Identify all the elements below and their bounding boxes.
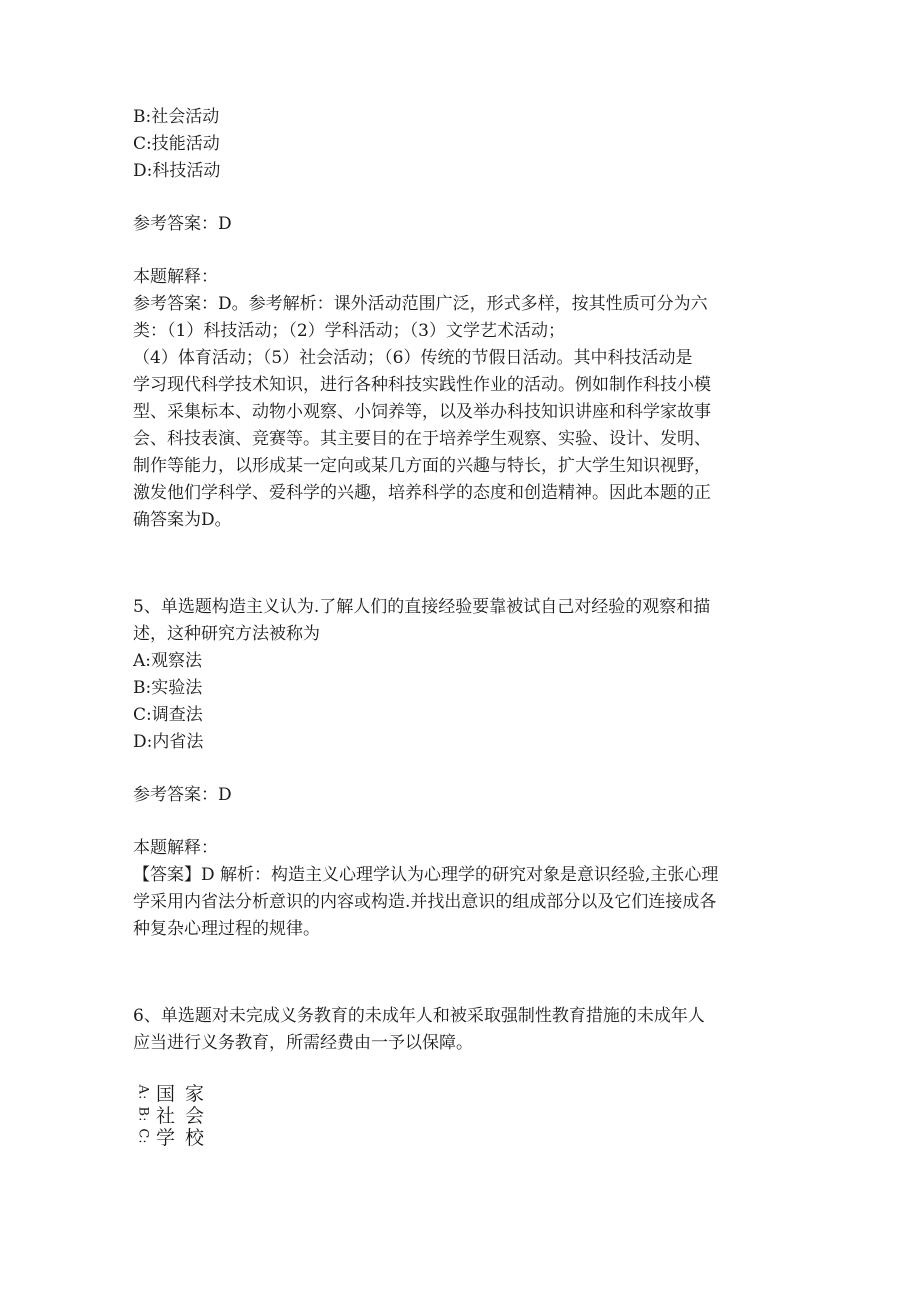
q4-answer: 参考答案：D <box>133 214 232 234</box>
q5-stem-line: 述，这种研究方法被称为 <box>133 624 320 644</box>
q4-explanation-line: 参考答案：D。参考解析：课外活动范围广泛，形式多样，按其性质可分为六 <box>133 294 708 314</box>
q4-explanation-line: 激发他们学科学、爱科学的兴趣，培养科学的态度和创造精神。因此本题的正 <box>133 483 711 503</box>
document-page <box>133 104 783 1147</box>
q6-stem <box>133 1003 783 1057</box>
q5-explanation-line: 种复杂心理过程的规律。 <box>133 919 320 939</box>
q5-options <box>133 648 783 756</box>
q6-options <box>133 1081 783 1147</box>
option-text: 社会 <box>156 1104 215 1127</box>
option-d: D:科技活动 <box>133 161 221 181</box>
q4-explanation-line: 学习现代科学技术知识，进行各种科技实践性作业的活动。例如制作科技小模 <box>133 375 711 395</box>
option-c: C:技能活动 <box>133 134 220 154</box>
q4-explanation-line: 类：（1）科技活动；（2）学科活动；（3）文学艺术活动； <box>133 321 565 341</box>
q4-explanation-line: （4）体育活动；（5）社会活动；（6）传统的节假日活动。其中科技活动是 <box>133 348 693 368</box>
option-a <box>133 1081 783 1103</box>
option-b: B:实验法 <box>133 678 203 698</box>
option-a: A:观察法 <box>133 651 203 671</box>
q5-explanation-line: 学采用内省法分析意识的内容或构造.并找出意识的组成部分以及它们连接成各 <box>133 892 717 912</box>
option-c <box>133 1125 783 1147</box>
q6-stem-line: 6、单选题对未完成义务教育的未成年人和被采取强制性教育措施的未成年人 <box>133 1006 705 1026</box>
option-text: 学校 <box>156 1126 215 1149</box>
q4-options <box>133 104 783 185</box>
q4-explanation-line: 确答案为D。 <box>133 510 232 530</box>
option-c: C:调查法 <box>133 705 203 725</box>
q6-stem-line: 应当进行义务教育，所需经费由一予以保障。 <box>133 1033 473 1053</box>
q5-stem-line: 5、单选题构造主义认为.了解人们的直接经验要靠被试自己对经验的观察和描 <box>133 597 711 617</box>
q5-stem <box>133 594 783 648</box>
q4-explanation <box>133 291 783 534</box>
q4-explanation-line: 型、采集标本、动物小观察、小饲养等，以及举办科技知识讲座和科学家故事 <box>133 402 711 422</box>
q5-explain-label: 本题解释： <box>133 838 218 858</box>
option-letter: A: <box>135 1084 151 1100</box>
q4-explain-label: 本题解释： <box>133 267 218 287</box>
option-b <box>133 1103 783 1125</box>
q4-explanation-line: 会、科技表演、竞赛等。其主要目的在于培养学生观察、实验、设计、发明、 <box>133 429 711 449</box>
option-b: B:社会活动 <box>133 107 220 127</box>
q4-explanation-line: 制作等能力，以形成某一定向或某几方面的兴趣与特长，扩大学生知识视野， <box>133 456 711 476</box>
option-letter: C: <box>135 1127 151 1145</box>
option-letter: B: <box>135 1106 151 1122</box>
option-text: 国家 <box>156 1082 215 1105</box>
q5-explanation-line: 【答案】D 解析：构造主义心理学认为心理学的研究对象是意识经验,主张心理 <box>133 865 719 885</box>
q5-answer: 参考答案：D <box>133 785 232 805</box>
q5-explanation <box>133 862 783 943</box>
option-d: D:内省法 <box>133 732 204 752</box>
